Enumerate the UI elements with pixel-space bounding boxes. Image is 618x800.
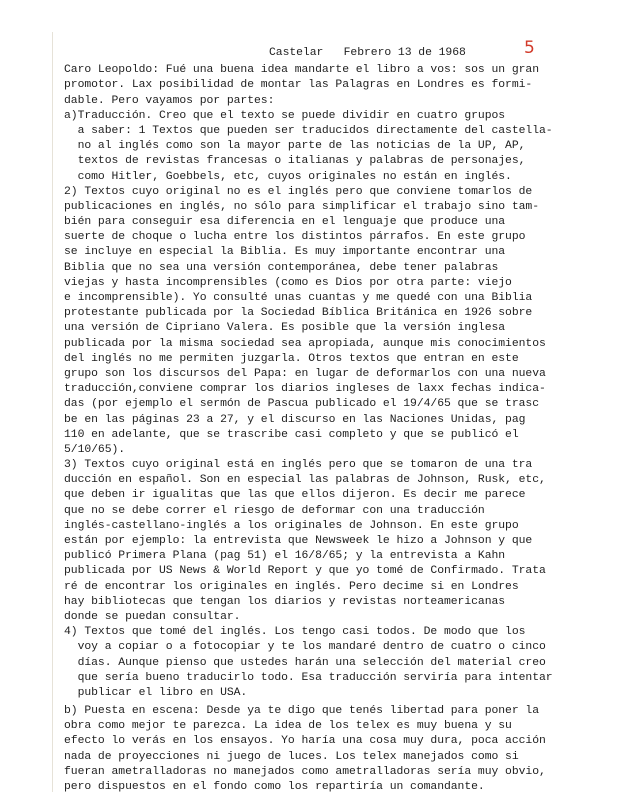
letter-line: bién para conseguir esa diferencia en el lenguaje que produce una — [64, 216, 506, 229]
letter-line: 110 en adelante, que se trascribe casi completo y que se publicó el — [64, 428, 519, 441]
letter-line: a saber: 1 Textos que pueden ser traducidos directamente del castella- — [64, 124, 553, 137]
letter-line: e incomprensible). Yo consulté unas cuantas y me quedé con una Biblia — [64, 292, 533, 304]
letter-line: del inglés no me permiten juzgarla. Otros textos que entran en este — [64, 352, 519, 365]
letter-line: voy a copiar o a fotocopiar y te los mandaré dentro de cuatro o cinco — [64, 641, 546, 654]
letter-line: dable. Pero vayamos por partes: — [64, 94, 275, 107]
letter-line: das (por ejemplo el sermón de Pascua publicado el 19/4/65 que se trasc — [64, 398, 539, 411]
section-heading-line: b) Puesta en escena: Desde ya te digo que tenés libertad para poner la — [64, 705, 539, 718]
letter-line: textos de revistas francesas o italianas y palabras de personajes, — [64, 155, 526, 168]
letter-line: 2) Textos cuyo original no es el inglés pero que conviene tomarlos de — [64, 185, 533, 198]
typed-letter — [64, 46, 604, 795]
letter-line: hay bibliotecas que tengan los diarios y revistas norteamericanas — [64, 595, 506, 608]
letter-line: 5/10/65). — [64, 443, 126, 456]
letter-line: pero dispuestos en el fondo como los repartiría un comandante. — [64, 781, 485, 793]
letter-line: Biblia que no sea una versión contemporánea, debe tener palabras — [64, 261, 499, 274]
letter-line: grupo son los discursos del Papa: en lugar de deformarlos con una nueva — [64, 367, 546, 380]
letter-line: se incluye en especial la Biblia. Es muy importante encontrar una — [64, 246, 506, 259]
letter-line: publicada por la misma sociedad sea apropiada, aunque mis conocimientos — [64, 337, 546, 350]
letter-line: publicar el libro en USA. — [64, 686, 248, 699]
page-number: 5 — [524, 38, 535, 58]
letter-line: obra como mejor te parezca. La idea de los telex es muy buena y su — [64, 720, 512, 733]
letter-line: be en las páginas 23 a 27, y el discurso en las Naciones Unidas, pag — [64, 413, 526, 426]
letter-line: inglés-castellano-inglés a los originales de Johnson. En este grupo — [64, 519, 519, 532]
letter-line: que no se debe correr el riesgo de deformar con una traducción — [64, 504, 485, 517]
letter-line: 4) Textos que tomé del inglés. Los tengo casi todos. De modo que los — [64, 626, 526, 639]
letter-line: Caro Leopoldo: Fué una buena idea mandarte el libro a vos: sos un gran — [64, 64, 539, 77]
letter-line: ducción en español. Son en especial las palabras de Johnson, Rusk, etc, — [64, 474, 546, 487]
letter-line: traducción,conviene comprar los diarios ingleses de laxx fechas indica- — [64, 383, 546, 396]
letter-line: que sería bueno traducirlo todo. Esa traducción serviría para intentar — [64, 671, 553, 684]
letter-line: donde se puedan consultar. — [64, 610, 241, 623]
letter-line: como Hitler, Goebbels, etc, cuyos originales no están en inglés. — [64, 170, 512, 183]
letter-line: promotor. Lax posibilidad de montar las Palagras en Londres es formi- — [64, 79, 533, 92]
dateline: Castelar Febrero 13 de 1968 — [269, 47, 466, 59]
letter-line: están por ejemplo: la entrevista que Newsweek le hizo a Johnson y que — [64, 535, 533, 547]
letter-line: efecto lo verás en los ensayos. Yo haría una cosa muy dura, poca acción — [64, 735, 546, 748]
letter-line: 3) Textos cuyo original está en inglés pero que se tomaron de una tra — [64, 459, 533, 472]
letter-line: protestante publicada por la Sociedad Bíblica Británica en 1926 sobre — [64, 307, 533, 320]
letter-line: fueran ametralladoras no manejados como ametralladoras sería muy obvio, — [64, 765, 546, 778]
letter-line: una versión de Cipriano Valera. Es posible que la versión inglesa — [64, 322, 506, 335]
letter-line: nada de proyecciones ni juego de luces. Los telex manejados como si — [64, 750, 519, 763]
letter-line: ré de encontrar los originales en inglés. Pero decime si en Londres — [64, 580, 519, 593]
letter-line: publicaciones en inglés, no sólo para simplificar el trabajo sino tam- — [64, 200, 539, 213]
letter-line: días. Aunque pienso que ustedes harán una selección del material creo — [64, 656, 546, 669]
letter-line: publicó Primera Plana (pag 51) el 16/8/65; y la entrevista a Kahn — [64, 550, 506, 563]
letter-line: no al inglés como son la mayor parte de las noticias de la UP, AP, — [64, 140, 526, 153]
section-heading-line: a)Traducción. Creo que el texto se puede dividir en cuatro grupos — [64, 109, 506, 122]
letter-line: viejas y hasta incomprensibles (como es Dios por otra parte: viejo — [64, 276, 512, 289]
letter-line: suerte de choque o lucha entre los distintos párrafos. En este grupo — [64, 231, 526, 244]
letter-line: publicada por US News & World Report y que yo tomé de Confirmado. Trata — [64, 565, 546, 578]
letter-line: que deben ir igualitas que las que ellos dijeron. Es decir me parece — [64, 489, 526, 502]
